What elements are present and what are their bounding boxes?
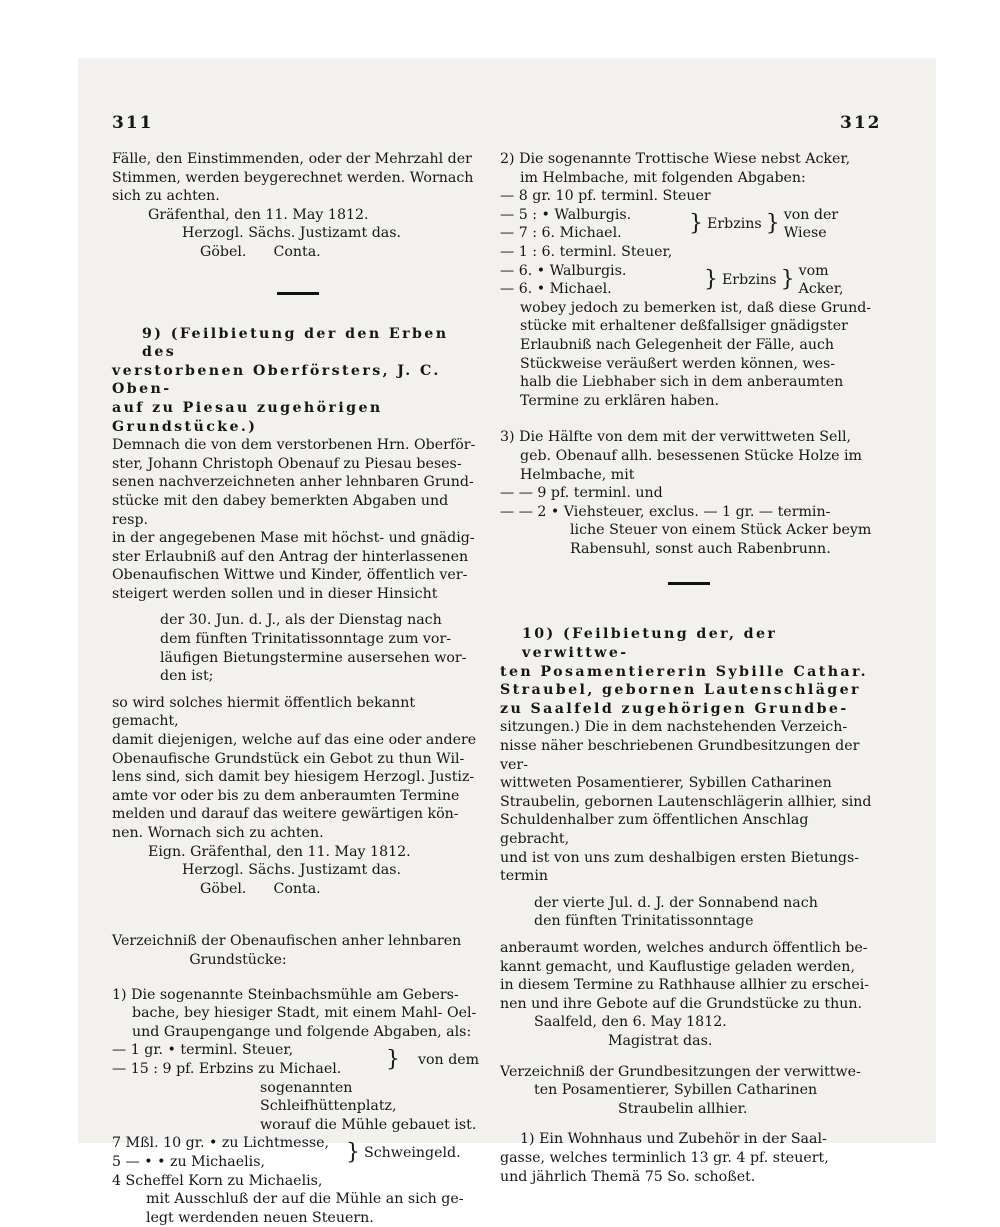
text-line: lens sind, sich damit bey hiesigem Herzogl. Justiz-	[112, 768, 484, 787]
page-number-left: 311	[112, 113, 154, 133]
fee-line: — 1 gr. • terminl. Steuer,	[112, 1041, 382, 1060]
section-9-date	[112, 611, 484, 685]
text-line: 9) (Feilbietung der den Erben des	[112, 325, 484, 362]
text-line: melden und darauf das weitere gewärtigen kön-	[112, 805, 484, 824]
text-line: 4 Scheffel Korn zu Michaelis,	[112, 1172, 484, 1191]
fee-line: 5 — • • zu Michaelis,	[112, 1153, 342, 1172]
text-line: auf zu Piesau zugehörigen Grundstücke.)	[112, 399, 484, 436]
text-line: im Helmbache, mit folgenden Abgaben:	[500, 169, 878, 188]
fee-line: — 6. • Michael.	[500, 280, 700, 299]
right-column	[500, 150, 878, 1186]
text-line: Stückweise veräußert werden können, wes-	[520, 355, 878, 374]
text-line: Stimmen, werden beygerechnet werden. Wornach	[112, 169, 484, 188]
text-line: den fünften Trinitatissonntage	[534, 912, 878, 931]
section-9-close	[112, 694, 484, 843]
brace: }	[382, 1051, 404, 1069]
text-line: bache, bey hiesiger Stadt, mit einem Mahl- Oel-	[112, 1004, 484, 1023]
verzeichnis-item-1	[500, 1130, 878, 1186]
text-line: nisse näher beschriebenen Grundbesitzungen der ver-	[500, 737, 878, 774]
text-line: ster Erlaubniß auf den Antrag der hinterlassenen	[112, 548, 484, 567]
item-2-body	[500, 299, 878, 411]
text-line: Straubelin allhier.	[500, 1100, 878, 1119]
text-line: nen. Wornach sich zu achten.	[112, 824, 484, 843]
text-line: Obenaufische Grundstück ein Gebot zu thun Wil-	[112, 750, 484, 769]
text-line: 2) Die sogenannte Trottische Wiese nebst Acker,	[500, 150, 878, 169]
signature-names: Göbel. Conta.	[112, 880, 484, 899]
brace: }	[685, 215, 707, 233]
text-line: in der angegebenen Mase mit höchst- und gnädig-	[112, 529, 484, 548]
section-10-heading	[500, 625, 878, 885]
erbzins-label: Erbzins	[707, 215, 762, 234]
text-line: damit diejenigen, welche auf das eine oder andere	[112, 731, 484, 750]
text-line: ten Posamentiererin Sybille Cathar.	[500, 663, 878, 682]
fee-block-wiese	[500, 206, 878, 243]
text-line: und jährlich Themä 75 So. schoßet.	[500, 1168, 878, 1187]
text-line: Helmbache, mit	[500, 466, 878, 485]
text-line: Verzeichniß der Grundbesitzungen der verwittwe-	[500, 1063, 878, 1082]
verzeichnis-item-1	[112, 986, 484, 1042]
fee-line: 7 Mßl. 10 gr. • zu Lichtmesse,	[112, 1134, 342, 1153]
text-line: Rabensuhl, sonst auch Rabenbrunn.	[500, 540, 878, 559]
acker-label: vom Acker,	[799, 262, 878, 299]
text-line: der 30. Jun. d. J., als der Dienstag nach	[160, 611, 484, 630]
text-line: 1) Ein Wohnhaus und Zubehör in der Saal-	[500, 1130, 878, 1149]
text-line: stücke mit erhaltener deßfallsiger gnädigster	[520, 317, 878, 336]
section-divider	[668, 582, 710, 585]
text-line: sich zu achten.	[112, 187, 484, 206]
section-10-date	[500, 894, 878, 931]
item-2	[500, 150, 878, 187]
text-line: wittweten Posamentierer, Sybillen Catharinen	[500, 774, 878, 793]
section-9-heading	[112, 325, 484, 437]
wiese-label: von der Wiese	[784, 206, 878, 243]
verzeichnis-heading	[112, 932, 484, 969]
text-line: amte vor oder bis zu dem anberaumten Termine	[112, 787, 484, 806]
text-line: läufigen Bietungstermine ausersehen wor-	[160, 649, 484, 668]
text-line: worauf die Mühle gebauet ist.	[260, 1116, 484, 1135]
grain-right-label: Schweingeld.	[364, 1144, 461, 1163]
left-column	[112, 150, 484, 1227]
text-line: 1) Die sogenannte Steinbachsmühle am Gebers-	[112, 986, 484, 1005]
text-line: dem fünften Trinitatissonntage zum vor-	[160, 630, 484, 649]
fee-line: — 1 : 6. terminl. Steuer,	[500, 243, 878, 262]
fee-line: — 7 : 6. Michael.	[500, 224, 685, 243]
text-line: Straubel, gebornen Lautenschläger	[500, 681, 878, 700]
text-line: so wird solches hiermit öffentlich bekannt gemacht,	[112, 694, 484, 731]
text-line: halb die Liebhaber sich in dem anberaumten	[520, 373, 878, 392]
text-line: Obenaufischen Wittwe und Kinder, öffentlich ver-	[112, 566, 484, 585]
item-3-fees	[500, 484, 878, 558]
text-line: Grundstücke:	[112, 951, 484, 970]
fee-block-acker	[500, 262, 878, 299]
signature-place-date: Eign. Gräfenthal, den 11. May 1812.	[112, 843, 484, 862]
fee-line: — 15 : 9 pf. Erbzins zu Michael.	[112, 1060, 382, 1079]
fee-line: — 8 gr. 10 pf. terminl. Steuer	[500, 187, 878, 206]
text-line: — — 9 pf. terminl. und	[500, 484, 878, 503]
text-line: stücke mit den dabey bemerkten Abgaben und resp.	[112, 492, 484, 529]
text-line: senen nachverzeichneten anher lehnbaren Grund-	[112, 473, 484, 492]
signature-place-date: Saalfeld, den 6. May 1812.	[500, 1013, 878, 1032]
text-line: anberaumt worden, welches andurch öffentlich be-	[500, 939, 878, 958]
signature-office: Herzogl. Sächs. Justizamt das.	[112, 861, 484, 880]
text-line: liche Steuer von einem Stück Acker beym	[500, 521, 878, 540]
text-line: legt werdenden neuen Steuern.	[112, 1209, 484, 1227]
text-line: 3) Die Hälfte von dem mit der verwittweten Sell,	[500, 428, 878, 447]
signature-names: Göbel. Conta.	[112, 243, 484, 262]
text-line: zu Saalfeld zugehörigen Grundbe-	[500, 700, 878, 719]
text-line: sogenannten Schleifhüttenplatz,	[260, 1079, 484, 1116]
text-line: 10) (Feilbietung der, der verwittwe-	[500, 625, 878, 662]
text-line: mit Ausschluß der auf die Mühle an sich ge-	[112, 1190, 484, 1209]
fee-continuation	[112, 1079, 484, 1135]
fee-line: — 6. • Walburgis.	[500, 262, 700, 281]
text-line: wobey jedoch zu bemerken ist, daß diese Grund-	[520, 299, 878, 318]
signature-office: Magistrat das.	[500, 1032, 878, 1051]
fee-line: — 5 : • Walburgis.	[500, 206, 685, 225]
erbzins-label: Erbzins	[722, 271, 777, 290]
text-line: geb. Obenauf allh. besessenen Stücke Holze im	[500, 447, 878, 466]
text-line: Schuldenhalber zum öffentlichen Anschlag gebracht,	[500, 811, 878, 848]
korn-block	[112, 1172, 484, 1227]
text-line: in diesem Termine zu Rathhause allhier zu erschei-	[500, 976, 878, 995]
text-line: sitzungen.) Die in dem nachstehenden Verzeich-	[500, 718, 878, 737]
text-line: nen und ihre Gebote auf die Grundstücke zu thun.	[500, 995, 878, 1014]
section-divider	[277, 292, 319, 295]
text-line: gasse, welches terminlich 13 gr. 4 pf. steuert,	[500, 1149, 878, 1168]
brace: }	[342, 1144, 364, 1162]
text-line: verstorbenen Oberförsters, J. C. Oben-	[112, 362, 484, 399]
fee-block	[112, 1041, 484, 1078]
text-line: ster, Johann Christoph Obenauf zu Piesau beses-	[112, 455, 484, 474]
intro-text	[112, 150, 484, 206]
text-line: Fälle, den Einstimmenden, oder der Mehrzahl der	[112, 150, 484, 169]
brace: }	[762, 215, 784, 233]
grain-block	[112, 1134, 484, 1171]
text-line: — — 2 • Viehsteuer, exclus. — 1 gr. — termin-	[500, 503, 878, 522]
text-line: und ist von uns zum deshalbigen ersten Bietungs-	[500, 849, 878, 868]
brace: }	[700, 271, 722, 289]
fee-right-label: von dem	[404, 1051, 479, 1070]
text-line: Termine zu erklären haben.	[520, 392, 878, 411]
item-3	[500, 428, 878, 484]
text-line: kannt gemacht, und Kauflustige geladen werden,	[500, 958, 878, 977]
section-10-close	[500, 939, 878, 1013]
text-line: Straubelin, gebornen Lautenschlägerin allhier, sind	[500, 793, 878, 812]
text-line: Verzeichniß der Obenaufischen anher lehnbaren	[112, 932, 484, 951]
text-line: den ist;	[160, 667, 484, 686]
text-line: Erlaubniß nach Gelegenheit der Fälle, auch	[520, 336, 878, 355]
text-line: und Graupengange und folgende Abgaben, als:	[112, 1023, 484, 1042]
text-line: steigert werden sollen und in dieser Hinsicht	[112, 585, 484, 604]
brace: }	[777, 271, 799, 289]
signature-place-date: Gräfenthal, den 11. May 1812.	[112, 206, 484, 225]
text-line: ten Posamentierer, Sybillen Catharinen	[500, 1081, 878, 1100]
section-9-body	[112, 436, 484, 603]
page-number-right: 312	[840, 113, 882, 133]
text-line: Demnach die von dem verstorbenen Hrn. Oberför-	[112, 436, 484, 455]
verzeichnis-heading	[500, 1063, 878, 1119]
text-line: der vierte Jul. d. J. der Sonnabend nach	[534, 894, 878, 913]
signature-office: Herzogl. Sächs. Justizamt das.	[112, 224, 484, 243]
text-line: termin	[500, 867, 878, 886]
